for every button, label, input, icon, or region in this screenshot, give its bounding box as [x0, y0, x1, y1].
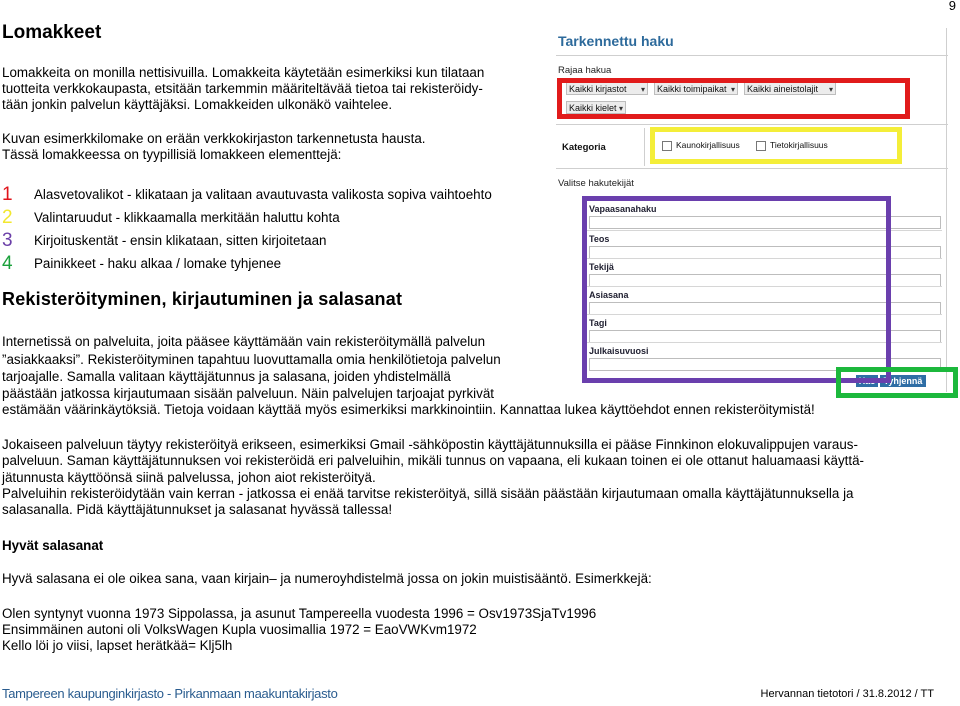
intro-line: Lomakkeita on monilla nettisivuilla. Lomakkeita käytetään esimerkiksi kun tilataan [2, 65, 485, 80]
tag-label: Tagi [589, 318, 607, 328]
section-line: ”asiakkaaksi”. Rekisteröityminen tapahtuu luovuttamalla omia henkilötietoja palvelun [2, 352, 501, 367]
password-example: Ensimmäinen autoni oli VolksWagen Kupla vuosimallia 1972 = EaoVWKvm1972 [2, 622, 477, 637]
password-example: Kello löi jo viisi, lapset herätkää= Klj5lh [2, 638, 233, 653]
section-line: tarjoajalle. Samalla valitaan käyttäjätunnus ja salasana, joiden yhdistelmällä [2, 369, 451, 384]
paragraph-line: jätunnusta käyttöönsä siinä palvelussa, johon aiot rekisteröityä. [2, 470, 376, 485]
limit-label: Rajaa hakua [558, 65, 612, 76]
element-number: 3 [2, 230, 13, 251]
section-line: Internetissä on palveluita, joita pääsee käyttämään vain rekisteröitymällä palvelun [2, 334, 486, 349]
fiction-label: Kaunokirjallisuus [676, 140, 740, 150]
free-text-label: Vapaasanahaku [589, 204, 657, 214]
element-text: Kirjoituskentät - ensin klikataan, sitten kirjoitetaan [34, 233, 327, 248]
search-button[interactable]: Hae [856, 375, 878, 387]
footer-info: Hervannan tietotori / 31.8.2012 / TT [760, 688, 934, 700]
good-passwords-line: Hyvä salasana ei ole oikea sana, vaan kirjain– ja numeroyhdistelmä jossa on jokin muistisääntö. Esimerkkejä: [2, 571, 652, 586]
intro-line: tuotteita verkkokaupasta, etsitään tarkemmin määriteltävää tietoa tai rekisteröidy- [2, 81, 483, 96]
element-number: 1 [2, 184, 13, 205]
element-number: 4 [2, 253, 13, 274]
password-example: Olen syntynyt vuonna 1973 Sippolassa, ja asunut Tampereella vuodesta 1996 = Osv1973SjaTv1996 [2, 606, 597, 621]
category-label: Kategoria [562, 142, 606, 153]
section-line: päästään jatkossa kirjautumaan sisään palveluun. Näin palvelujen tarjoajat pyrkivät [2, 386, 495, 401]
example-line: Kuvan esimerkkilomake on erään verkkokirjaston tarkennetusta hausta. [2, 131, 426, 146]
clear-button[interactable]: Tyhjennä [880, 375, 926, 387]
library-dropdown[interactable]: Kaikki kirjastot ▾ [566, 82, 648, 95]
section-title: Rekisteröityminen, kirjautuminen ja salasanat [2, 289, 403, 309]
language-dropdown[interactable]: Kaikki kielet ▾ [566, 101, 626, 114]
subject-label: Asiasana [589, 290, 629, 300]
element-text: Painikkeet - haku alkaa / lomake tyhjenee [34, 256, 282, 271]
page-number: 9 [948, 0, 956, 13]
divider [556, 55, 948, 56]
buttons-highlight-box [836, 367, 958, 398]
section-line: estämään väärinkäytöksiä. Tietoja voidaan käyttää myös esimerkiksi markkinointiin. Kannattaa lukea käyttöehdot ennen rekisteröitymistä! [2, 402, 815, 417]
divider [644, 128, 645, 166]
page-title: Lomakkeet [2, 22, 102, 43]
chevron-down-icon: ▾ [618, 104, 623, 113]
work-label: Teos [589, 234, 610, 244]
good-passwords-heading: Hyvät salasanat [2, 538, 104, 553]
footer-logo-text: Tampereen kaupunginkirjasto - Pirkanmaan maakuntakirjasto [2, 686, 338, 701]
example-line: Tässä lomakkeessa on tyypillisiä lomakkeen elementtejä: [2, 147, 342, 162]
text-fields-highlight-box [582, 196, 891, 383]
element-text: Valintaruudut - klikkaamalla merkitään haluttu kohta [34, 210, 340, 225]
element-text: Alasvetovalikot - klikataan ja valitaan avautuvasta valikosta sopiva vaihtoehto [34, 187, 492, 202]
divider [946, 28, 947, 392]
branch-dropdown[interactable]: Kaikki toimipaikat ▾ [654, 82, 738, 95]
paragraph-line: Jokaiseen palveluun täytyy rekisteröityä erikseen, esimerkiksi Gmail -sähköpostin käyttäjätunnuksilla ei pääse Finnkinon elokuvalippujen varaus- [2, 437, 858, 452]
author-label: Tekijä [589, 262, 614, 272]
divider [556, 124, 948, 125]
chevron-down-icon: ▾ [730, 85, 735, 94]
material-dropdown[interactable]: Kaikki aineistolajit ▾ [744, 82, 836, 95]
year-label: Julkaisuvuosi [589, 346, 649, 356]
checkboxes-highlight-box [650, 127, 902, 164]
divider [556, 168, 948, 169]
nonfiction-label: Tietokirjallisuus [770, 140, 828, 150]
dropdowns-highlight-box [557, 78, 910, 119]
criteria-label: Valitse hakutekijät [558, 178, 634, 189]
chevron-down-icon: ▾ [640, 85, 645, 94]
form-title: Tarkennettu haku [558, 33, 674, 49]
paragraph-line: salasanalla. Pidä käyttäjätunnukset ja salasanat hyvässä tallessa! [2, 502, 393, 517]
paragraph-line: palveluun. Saman käyttäjätunnuksen voi rekisteröidä eri palveluihin, mikäli tunnus on vapaana, eli kukaan toinen ei ole ottanut haluamaasi käyttä- [2, 453, 864, 468]
intro-line: tään jonkin palvelun käyttäjäksi. Lomakkeiden ulkonäkö vaihtelee. [2, 97, 393, 112]
chevron-down-icon: ▾ [828, 85, 833, 94]
element-number: 2 [2, 207, 13, 228]
paragraph-line: Palveluihin rekisteröidytään vain kerran - jatkossa ei enää tarvitse rekisteröityä, sillä sisään päästään kirjautumaan omalla käyttäjätunnuksella ja [2, 486, 854, 501]
